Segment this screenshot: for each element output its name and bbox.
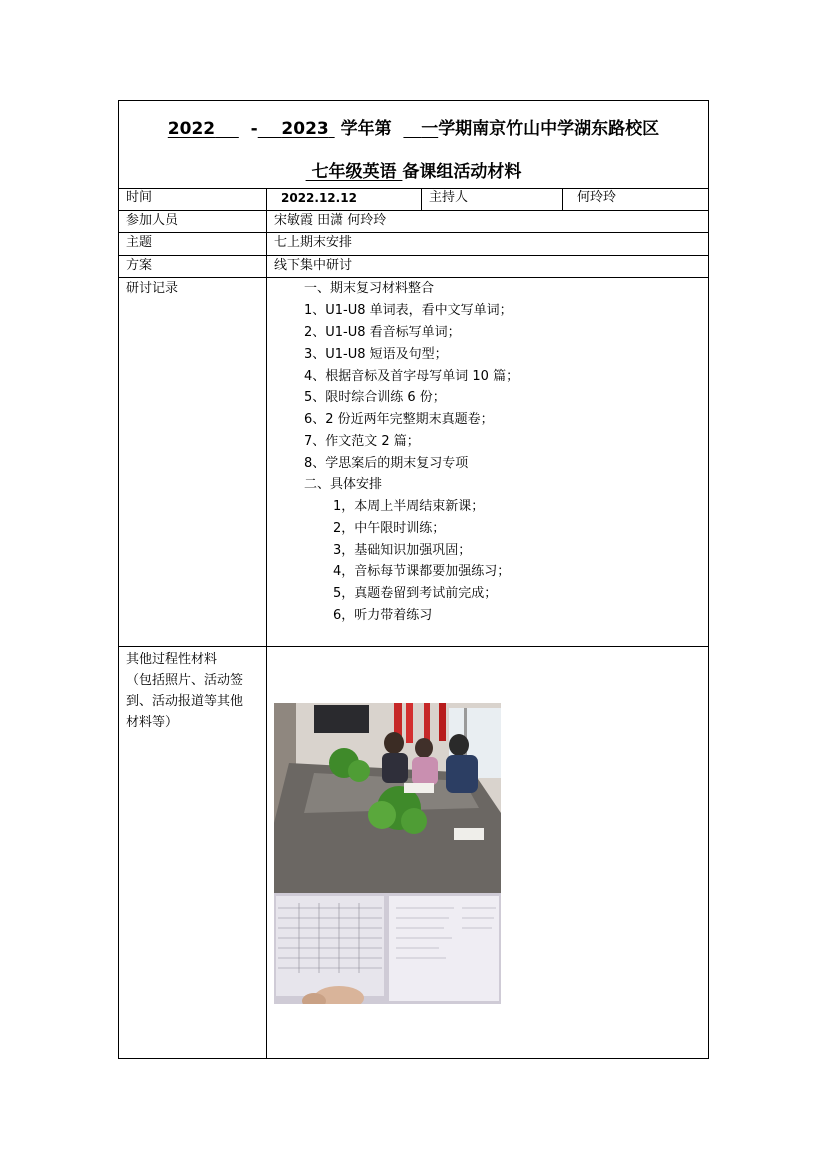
materials-label-line: 材料等） (126, 715, 179, 730)
group-name: 七年级英语 (311, 162, 397, 182)
record-item: 2、U1-U8 看音标写单词； (304, 325, 461, 340)
year-end: 2023 (281, 119, 329, 139)
time-row (119, 188, 708, 211)
time-value: 2022.12.12 (267, 188, 422, 210)
record-item: 4、根据音标及首字母写单词 10 篇； (304, 369, 520, 384)
record-step: 4，音标每节课都要加强练习； (333, 564, 511, 579)
record-label: 研讨记录 (119, 278, 267, 646)
participants-row (119, 211, 708, 233)
record-item: 5、限时综合训练 6 份； (304, 390, 446, 405)
activity-form (118, 100, 709, 1059)
topic-label: 主题 (119, 233, 267, 255)
host-value: 何玲玲 (577, 190, 617, 205)
plan-row (119, 256, 708, 278)
record-step: 3，基础知识加强巩固； (333, 543, 472, 558)
record-item: 1、U1-U8 单词表，看中文写单词； (304, 303, 513, 318)
record-step: 2，中午限时训练； (333, 521, 446, 536)
activity-photo (274, 703, 501, 1004)
participants-label: 参加人员 (119, 211, 267, 232)
record-item: 3、U1-U8 短语及句型； (304, 347, 448, 362)
record-row (119, 278, 708, 647)
participants-value: 宋敏霞 田潇 何玲玲 (274, 213, 387, 228)
record-section-2: 二、具体安排 (304, 477, 383, 492)
year-suffix: 学年第 (340, 119, 392, 139)
record-step: 5，真题卷留到考试前完成； (333, 586, 498, 601)
plan-value: 线下集中研讨 (274, 258, 353, 273)
school-text: 学期南京竹山中学湖东路校区 (438, 119, 660, 139)
materials-label-line: 其他过程性材料 (126, 652, 218, 667)
record-item: 8、学思案后的期末复习专项 (304, 456, 469, 471)
host-label: 主持人 (422, 188, 563, 210)
topic-row (119, 233, 708, 256)
materials-label-line: 到、活动报道等其他 (126, 694, 244, 709)
header-line-1 (119, 114, 708, 139)
record-step: 6，听力带着练习 (333, 608, 433, 623)
plan-label: 方案 (119, 256, 267, 277)
year-start: 2022 (167, 119, 216, 139)
topic-value: 七上期末安排 (274, 235, 353, 250)
header-line-2 (119, 157, 708, 182)
record-item: 7、作文范文 2 篇； (304, 434, 420, 449)
record-step: 1，本周上半周结束新课； (333, 499, 485, 514)
form-header (119, 101, 708, 189)
materials-row (119, 647, 708, 1058)
materials-label-line: （包括照片、活动签 (126, 673, 244, 688)
record-section-1: 一、期末复习材料整合 (304, 281, 435, 296)
record-item: 6、2 份近两年完整期末真题卷； (304, 412, 494, 427)
materials-label (119, 647, 267, 1058)
title-suffix: 备课组活动材料 (402, 162, 522, 182)
time-label: 时间 (119, 188, 267, 210)
term-number: 一 (421, 119, 439, 139)
year-dash: - (250, 119, 258, 139)
